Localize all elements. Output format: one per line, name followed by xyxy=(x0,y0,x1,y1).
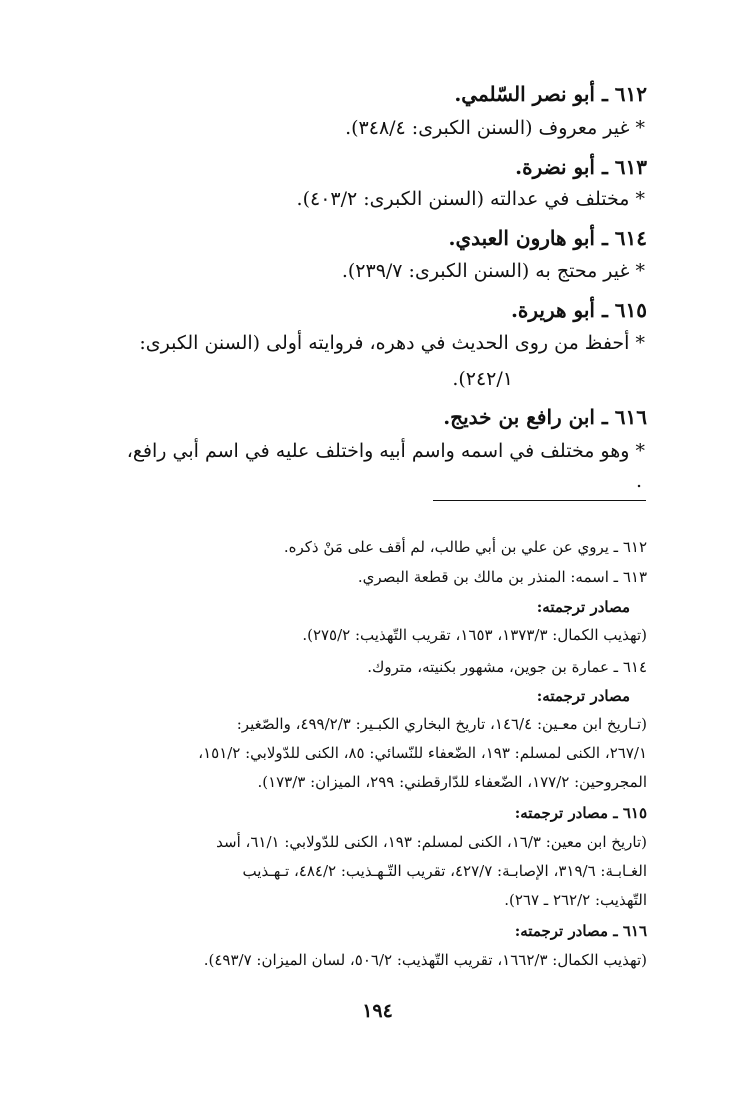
footnote-614-sources-line3: المجروحين: ١٧٧/٢، الضّعفاء للدّارقطني: ٢٩٩، الميزان: ١٧٣/٣). xyxy=(257,773,647,791)
footnote-613-sources-heading: مصادر ترجمته: xyxy=(536,598,630,616)
footnote-614-sources-heading: مصادر ترجمته: xyxy=(536,687,630,705)
footnote-613-sources: (تهذيب الكمال: ١٣٧٣/٣، ١٦٥٣، تقريب التّهذيب: ٢٧٥/٢). xyxy=(302,626,647,644)
footnote-614-sources-line1: (تـاريخ ابن معـين: ١٤٦/٤، تاريخ البخاري الكبـير: ٤٩٩/٢/٣، والصّغير: xyxy=(236,715,647,733)
entry-615-text-line2: ٢٤٢/١). xyxy=(452,368,513,390)
entry-614-heading: ٦١٤ ـ أبو هارون العبدي. xyxy=(448,226,647,250)
footnote-614-sources-line2: ٢٦٧/١، الكنى لمسلم: ١٩٣، الضّعفاء للنّسائي: ٨٥، الكنى للدّولابي: ١٥١/٢، xyxy=(198,744,647,762)
footnote-612: ٦١٢ ـ يروي عن علي بن أبي طالب، لم أقف على مَنْ ذكره. xyxy=(283,538,647,556)
entry-613-text: * مختلف في عدالته (السنن الكبرى: ٤٠٣/٢). xyxy=(296,188,645,210)
footnote-615-sources-line3: التّهذيب: ٢٦٢/٢ ـ ٢٦٧). xyxy=(504,891,647,909)
entry-612-heading: ٦١٢ ـ أبو نصر السّلمي. xyxy=(454,82,647,106)
entry-615-text-line1: * أحفظ من روى الحديث في دهره، فروايته أولى (السنن الكبرى: xyxy=(139,332,645,354)
entry-616-text-line2: . xyxy=(635,470,642,492)
entry-615-heading: ٦١٥ ـ أبو هريرة. xyxy=(510,298,647,322)
footnote-614: ٦١٤ ـ عمارة بن جوين، مشهور بكنيته، متروك. xyxy=(367,658,647,676)
entry-616-text: * وهو مختلف في اسمه واسم أبيه واختلف عليه في اسم أبي رافع، xyxy=(126,440,645,462)
page-number: ١٩٤ xyxy=(362,1000,393,1022)
footnote-separator xyxy=(433,500,646,501)
footnote-615-sources-line2: الغـابـة: ٣١٩/٦، الإصابـة: ٤٢٧/٧، تقريب التّـهـذيب: ٤٨٤/٢، تـهـذيب xyxy=(242,862,647,880)
footnote-615-sources-line1: (تاريخ ابن معين: ١٦/٣، الكنى لمسلم: ١٩٣، الكنى للدّولابي: ٦١/١، أسد xyxy=(216,833,647,851)
entry-612-text: * غير معروف (السنن الكبرى: ٣٤٨/٤). xyxy=(345,117,645,139)
entry-613-heading: ٦١٣ ـ أبو نضرة. xyxy=(515,155,647,179)
entry-614-text: * غير محتج به (السنن الكبرى: ٢٣٩/٧). xyxy=(341,260,645,282)
entry-616-heading: ٦١٦ ـ ابن رافع بن خديج. xyxy=(443,405,647,429)
footnote-615-sources-heading: ٦١٥ ـ مصادر ترجمته: xyxy=(514,804,647,822)
footnote-616-sources-heading: ٦١٦ ـ مصادر ترجمته: xyxy=(514,922,647,940)
footnote-616-sources: (تهذيب الكمال: ١٦٦٢/٣، تقريب التّهذيب: ٥٠٦/٢، لسان الميزان: ٤٩٣/٧). xyxy=(203,951,647,969)
footnote-613: ٦١٣ ـ اسمه: المنذر بن مالك بن قطعة البصري. xyxy=(357,568,647,586)
